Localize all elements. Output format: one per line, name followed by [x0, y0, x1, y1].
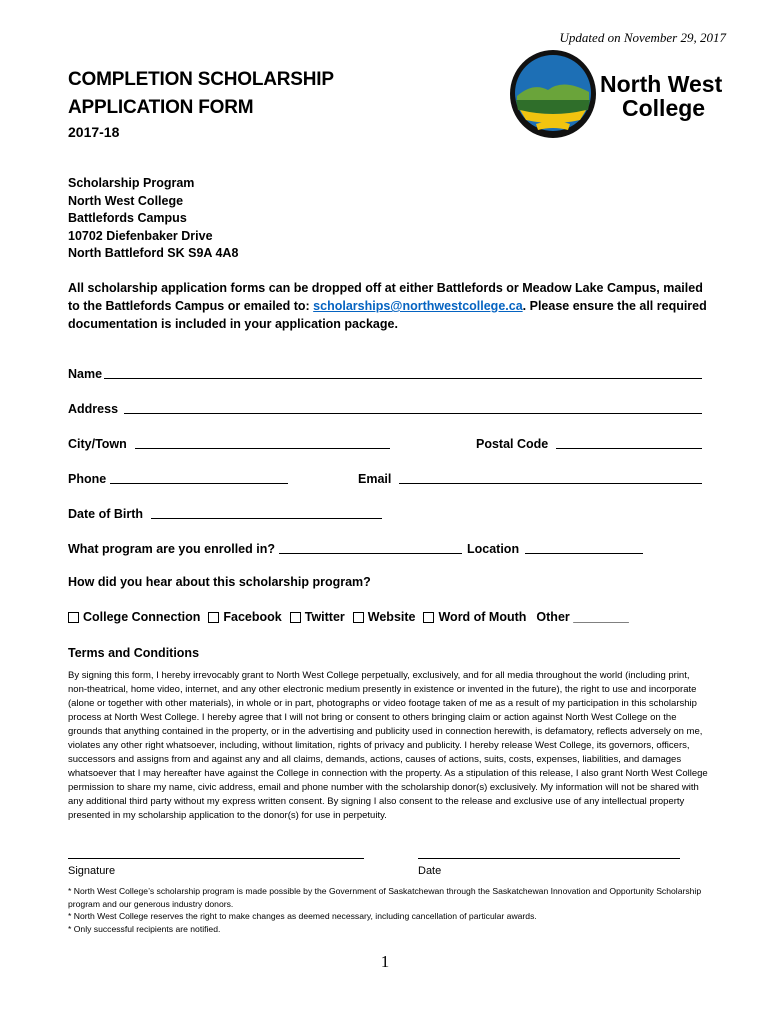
intro-text-1: All scholarship application forms can be dropped off at either Battlefords or Meadow Lake Campus, mailed to the Battlefords Campus or emailed to: [68, 281, 703, 313]
checkbox-icon[interactable] [423, 612, 434, 623]
date-of-birth-field[interactable] [68, 507, 382, 521]
checkbox-icon[interactable] [208, 612, 219, 623]
postal-code-field[interactable] [476, 437, 702, 451]
terms-heading: Terms and Conditions [68, 646, 200, 660]
logo-line-1: North West [600, 71, 723, 97]
signature-label: Signature [68, 865, 116, 877]
footnote-2: * North West College reserves the right to make changes as deemed necessary, including cancellation of particular awards. [68, 911, 537, 921]
email-line[interactable] [399, 483, 702, 484]
option-website[interactable] [353, 610, 416, 624]
address-line-1: Scholarship Program [68, 176, 195, 190]
option-college-connection[interactable] [68, 610, 200, 624]
terms-body: By signing this form, I hereby irrevocably grant to North West College perpetually, exclusively, and for all media throughout the world (including print, non-theatrical, home video, internet, and any other electronic medium presently in existence or invented in the future), the right to use and incorporate (alone or together with other materials), in whole or in part, photographs or video footage taken of me as a result of my participation in this scholarship process at North West College. I hereby agree that I will not bring or consent to others bringing claim or action against North West College on the grounds that anything contained in the property, or in the advertising and publicity used in connection herewith, is defamatory, reflects adversely on me, violates any other right whatsoever, including, without limitation, rights of privacy and publicity. I hereby release West College, its governors, officers, successors and assigns from and against any and all claims, demands, actions, causes of actions, suits, costs, expenses, liabilities, and damages whatsoever that I may hereafter have against the College in connection with the property. As a stipulation of this release, I also grant North West College permission to share my name, civic address, email and phone number with the scholarship donor(s) exclusively. My information will not be shared with any additional third party without my express written consent. By signing I also consent to the release and exclusive use of any intellectual property presented in my scholarship application to the donor(s) for use in perpetuity. [68, 670, 708, 821]
option-label: Website [367, 610, 416, 624]
college-emblem-icon [508, 48, 598, 144]
postal-code-line[interactable] [556, 448, 702, 449]
referral-options [68, 610, 629, 624]
name-line[interactable] [104, 378, 702, 379]
address-line-4: 10702 Diefenbaker Drive [68, 228, 213, 243]
name-field[interactable] [68, 367, 702, 381]
email-label: Email [358, 472, 392, 486]
city-line[interactable] [135, 448, 390, 449]
date-label: Date [418, 865, 442, 877]
address-field[interactable] [68, 402, 702, 416]
intro-text-2: . Please ensure the all required documentation is included in your application package. [68, 299, 707, 331]
logo-text [600, 72, 722, 120]
program-label: What program are you enrolled in? [68, 542, 275, 556]
location-field[interactable] [467, 542, 643, 556]
college-logo [508, 48, 733, 144]
address-label: Address [68, 402, 119, 416]
checkbox-icon[interactable] [68, 612, 79, 623]
postal-code-label: Postal Code [476, 437, 549, 451]
logo-line-2: College [622, 95, 706, 121]
city-field[interactable] [68, 437, 390, 451]
submission-instructions [68, 279, 718, 333]
address-line-2: North West College [68, 193, 184, 208]
checkbox-icon[interactable] [290, 612, 301, 623]
option-label: Word of Mouth [438, 610, 527, 624]
option-facebook[interactable] [208, 610, 281, 624]
updated-date: Updated on November 29, 2017 [559, 30, 726, 45]
scholarship-email-link[interactable]: scholarships@northwestcollege.ca [313, 299, 523, 313]
phone-label: Phone [68, 472, 107, 486]
referral-question: How did you hear about this scholarship program? [68, 575, 371, 589]
footnote-3: * Only successful recipients are notified. [68, 923, 221, 934]
city-label: City/Town [68, 437, 127, 451]
form-title [68, 66, 334, 122]
footnotes [68, 885, 718, 935]
form-year: 2017-18 [68, 124, 120, 140]
phone-field[interactable] [68, 472, 288, 486]
option-label: Facebook [223, 610, 282, 624]
footnote-1: * North West College’s scholarship program is made possible by the Government of Saskatchewan through the Saskatchewan Innovation and Opportunity Scholarship program and our generous industry donors. [68, 886, 702, 909]
option-other[interactable]: Other ________ [536, 610, 629, 624]
option-label: College Connection [83, 610, 201, 624]
email-field[interactable] [358, 472, 702, 486]
title-line-1: COMPLETION SCHOLARSHIP [68, 69, 334, 90]
address-line[interactable] [124, 413, 702, 414]
location-line[interactable] [525, 553, 643, 554]
option-twitter[interactable] [290, 610, 345, 624]
dob-line[interactable] [151, 518, 382, 519]
dob-label: Date of Birth [68, 507, 143, 521]
program-field[interactable] [68, 542, 462, 556]
mailing-address [68, 175, 238, 263]
checkbox-icon[interactable] [353, 612, 364, 623]
date-line[interactable] [418, 858, 680, 859]
option-label: Twitter [304, 610, 345, 624]
address-line-3: Battlefords Campus [68, 211, 187, 225]
name-label: Name [68, 367, 103, 381]
signature-line[interactable] [68, 858, 364, 859]
location-label: Location [467, 542, 520, 556]
option-word-of-mouth[interactable] [423, 610, 526, 624]
address-line-5: North Battleford SK S9A 4A8 [68, 246, 239, 260]
title-line-2: APPLICATION FORM [68, 97, 254, 118]
program-line[interactable] [279, 553, 462, 554]
page-number: 1 [380, 952, 390, 971]
phone-line[interactable] [110, 483, 288, 484]
